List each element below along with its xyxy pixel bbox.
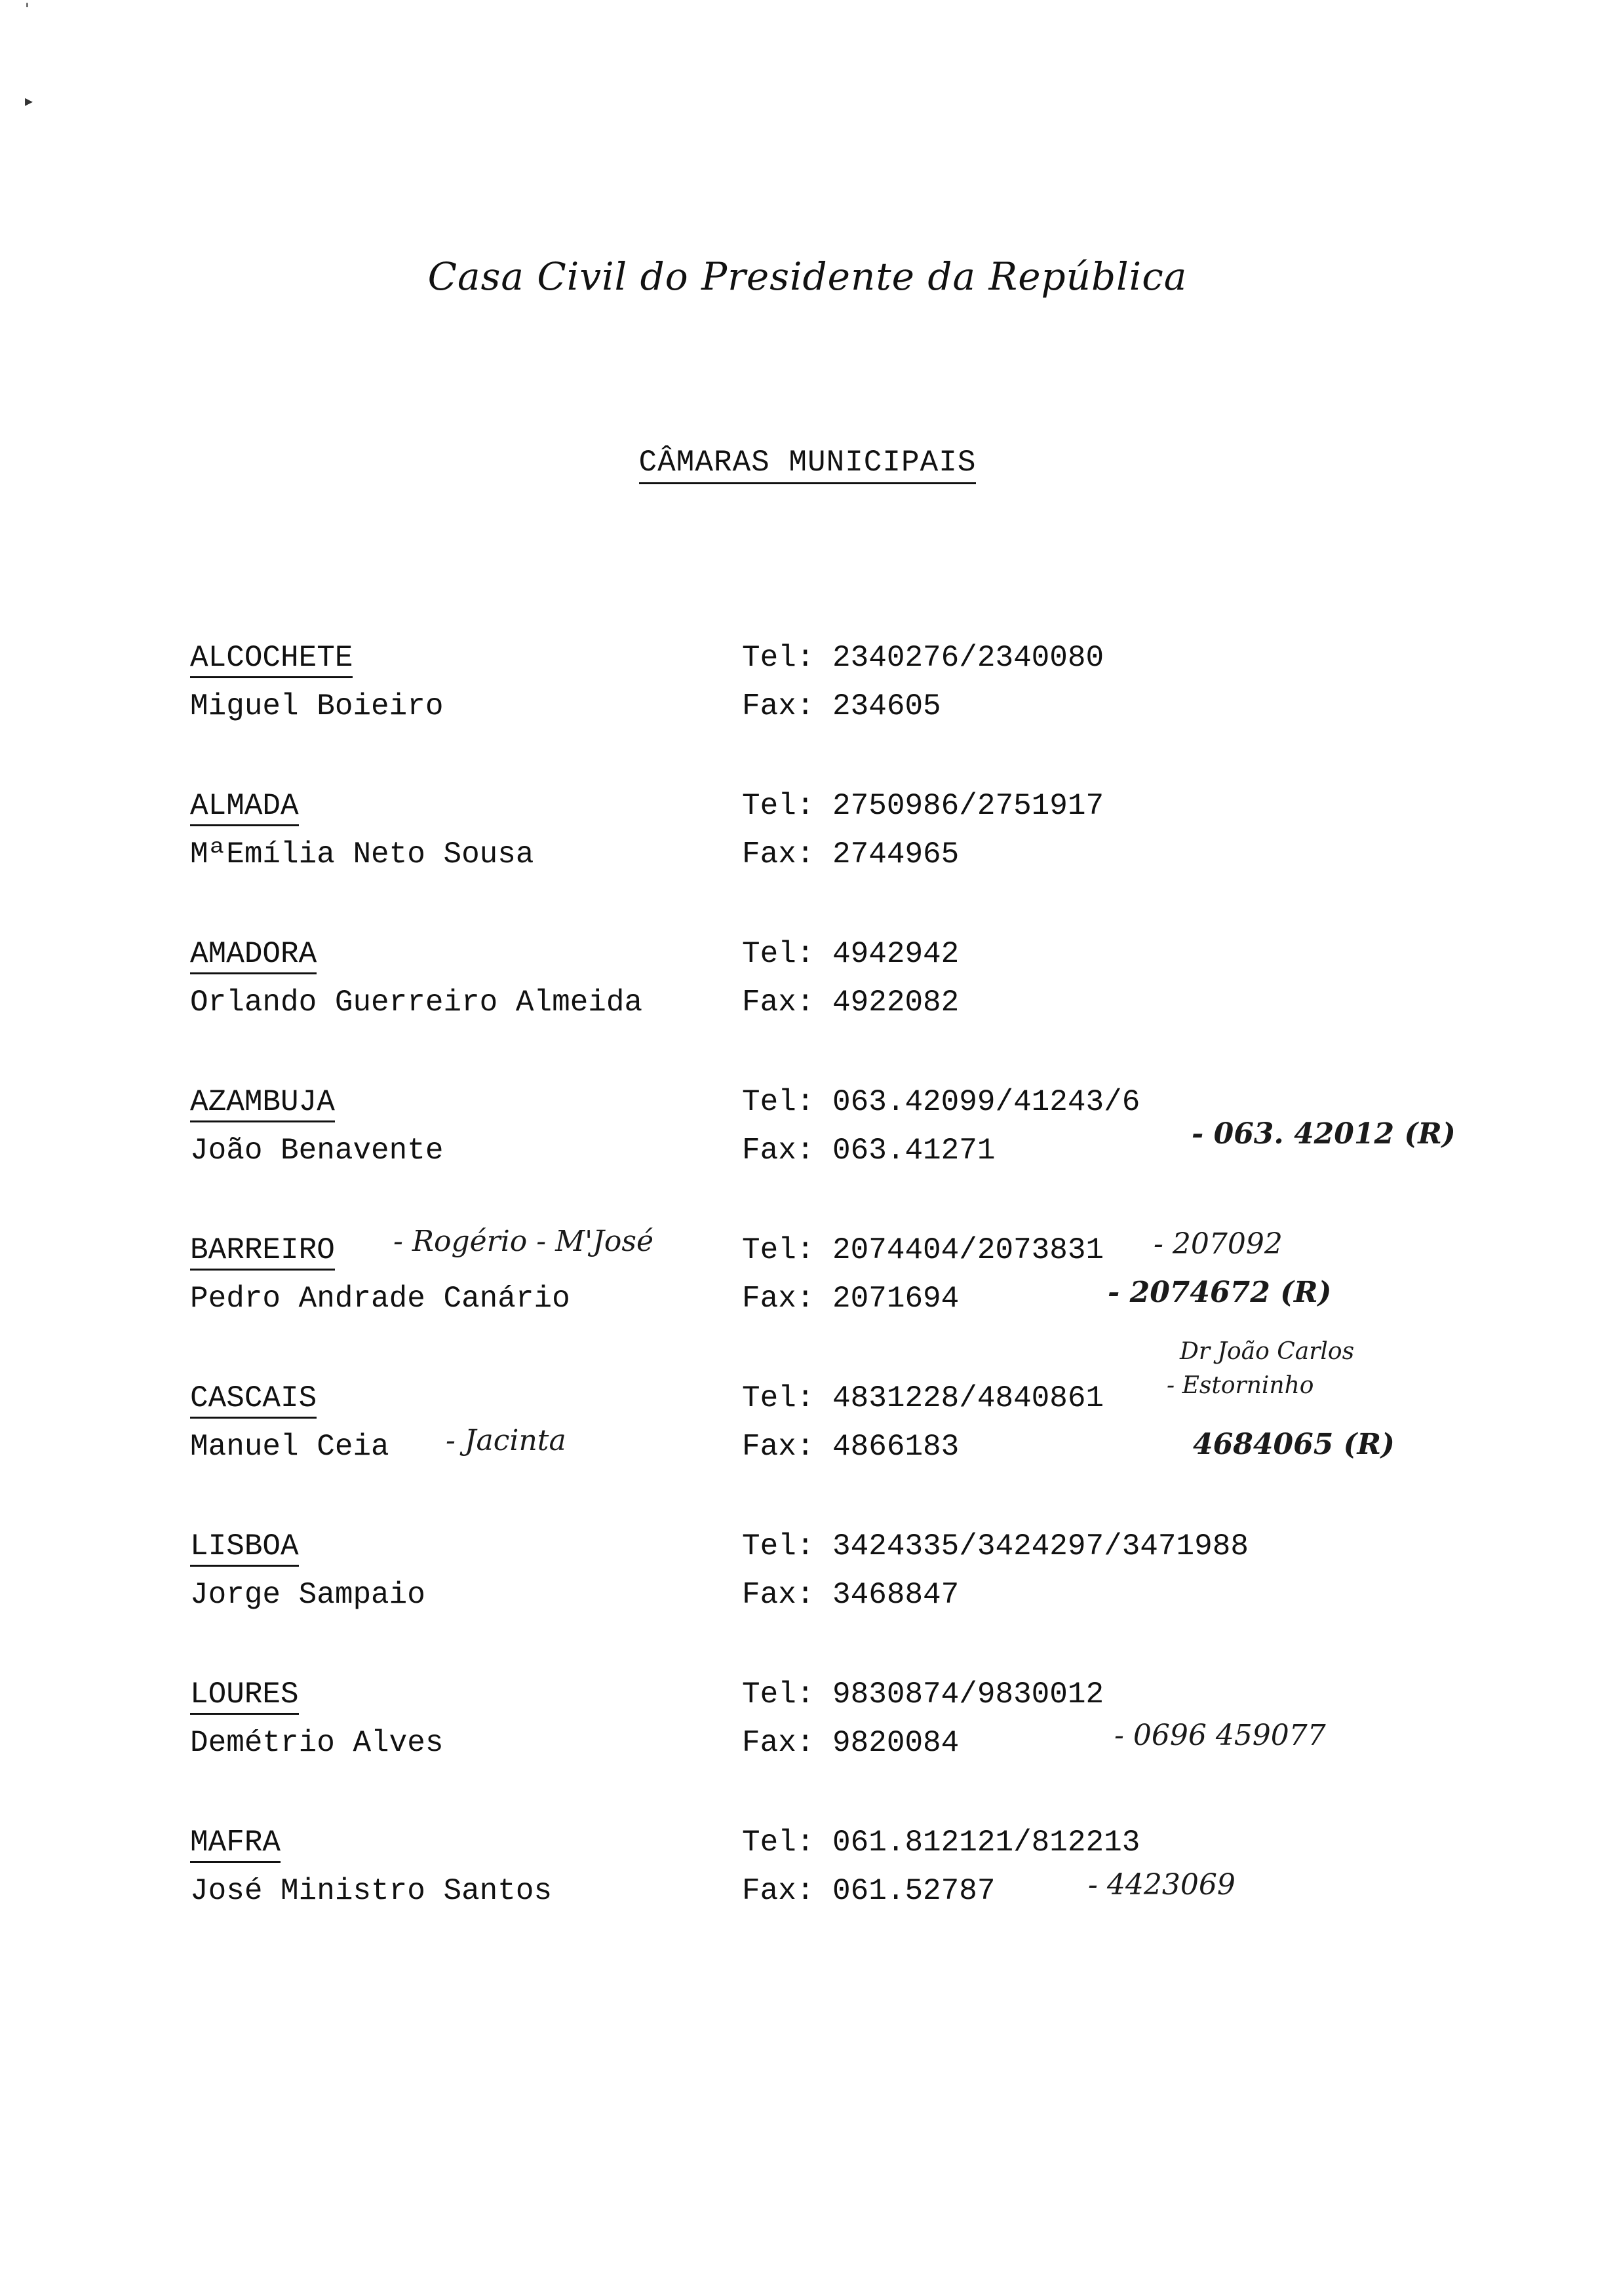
handwritten-note-fax: - 4423069 <box>1088 1868 1236 1902</box>
telephone: Tel: 9830874/9830012 <box>742 1677 1104 1712</box>
fax: Fax: 234605 <box>742 689 941 723</box>
fax: Fax: 063.41271 <box>742 1134 996 1168</box>
municipality-name: AMADORA <box>190 936 317 972</box>
mayor-name: Miguel Boieiro <box>190 689 444 723</box>
handwritten-note-fax: - 2074672 (R) <box>1108 1276 1332 1309</box>
municipality-name: LOURES <box>190 1676 299 1713</box>
entry-azambuja <box>0 1084 1615 1195</box>
fax: Fax: 9820084 <box>742 1726 960 1760</box>
municipality-name: ALMADA <box>190 788 299 824</box>
margin-mark-arrow: ▸ <box>25 92 33 110</box>
fax: Fax: 3468847 <box>742 1578 960 1612</box>
mayor-name: Manuel Ceia <box>190 1430 389 1464</box>
handwritten-note-contact: Dr João Carlos <box>1180 1338 1355 1365</box>
handwritten-note-contact-surname: - Estorninho <box>1167 1372 1314 1399</box>
mayor-name: Jorge Sampaio <box>190 1578 425 1612</box>
telephone: Tel: 061.812121/812213 <box>742 1826 1140 1860</box>
letterhead: Casa Civil do Presidente da República <box>427 254 1188 299</box>
entry-barreiro <box>0 1225 1615 1343</box>
entry-lisboa <box>0 1528 1615 1639</box>
handwritten-note-name: - Jacinta <box>446 1424 566 1457</box>
entry-loures <box>0 1676 1615 1788</box>
fax: Fax: 2744965 <box>742 837 960 871</box>
entry-amadora <box>0 936 1615 1047</box>
fax: Fax: 2071694 <box>742 1282 960 1316</box>
mayor-name: Orlando Guerreiro Almeida <box>190 985 643 1020</box>
mayor-name: João Benavente <box>190 1134 444 1168</box>
telephone: Tel: 063.42099/41243/6 <box>742 1085 1140 1119</box>
fax: Fax: 4866183 <box>742 1430 960 1464</box>
telephone: Tel: 2340276/2340080 <box>742 641 1104 675</box>
handwritten-note-tel: - 207092 <box>1154 1227 1283 1261</box>
telephone: Tel: 3424335/3424297/3471988 <box>742 1529 1249 1563</box>
telephone: Tel: 4942942 <box>742 937 960 971</box>
handwritten-note-fax: - 0696 459077 <box>1114 1719 1326 1752</box>
telephone: Tel: 2750986/2751917 <box>742 789 1104 823</box>
entry-alcochete <box>0 640 1615 751</box>
mayor-name: José Ministro Santos <box>190 1874 553 1908</box>
handwritten-note-fax: 4684065 (R) <box>1193 1428 1395 1461</box>
telephone: Tel: 2074404/2073831 <box>742 1233 1104 1267</box>
page-title: CÂMARAS MUNICIPAIS <box>0 446 1615 480</box>
municipality-name: LISBOA <box>190 1528 299 1565</box>
mayor-name: MªEmília Neto Sousa <box>190 837 534 871</box>
handwritten-note-fax: - 063. 42012 (R) <box>1192 1117 1456 1151</box>
entry-almada <box>0 788 1615 899</box>
mayor-name: Demétrio Alves <box>190 1726 444 1760</box>
municipality-name: BARREIRO <box>190 1232 335 1269</box>
entry-mafra <box>0 1824 1615 1936</box>
fax: Fax: 4922082 <box>742 985 960 1020</box>
entry-cascais <box>0 1338 1615 1491</box>
margin-mark-top: ' <box>25 0 29 18</box>
municipality-name: AZAMBUJA <box>190 1084 335 1120</box>
municipality-name: CASCAIS <box>190 1380 317 1417</box>
fax: Fax: 061.52787 <box>742 1874 996 1908</box>
handwritten-note-name: - Rogério - M'José <box>393 1225 654 1258</box>
municipality-name: ALCOCHETE <box>190 640 353 676</box>
telephone: Tel: 4831228/4840861 <box>742 1381 1104 1415</box>
mayor-name: Pedro Andrade Canário <box>190 1282 570 1316</box>
municipality-name: MAFRA <box>190 1824 281 1861</box>
